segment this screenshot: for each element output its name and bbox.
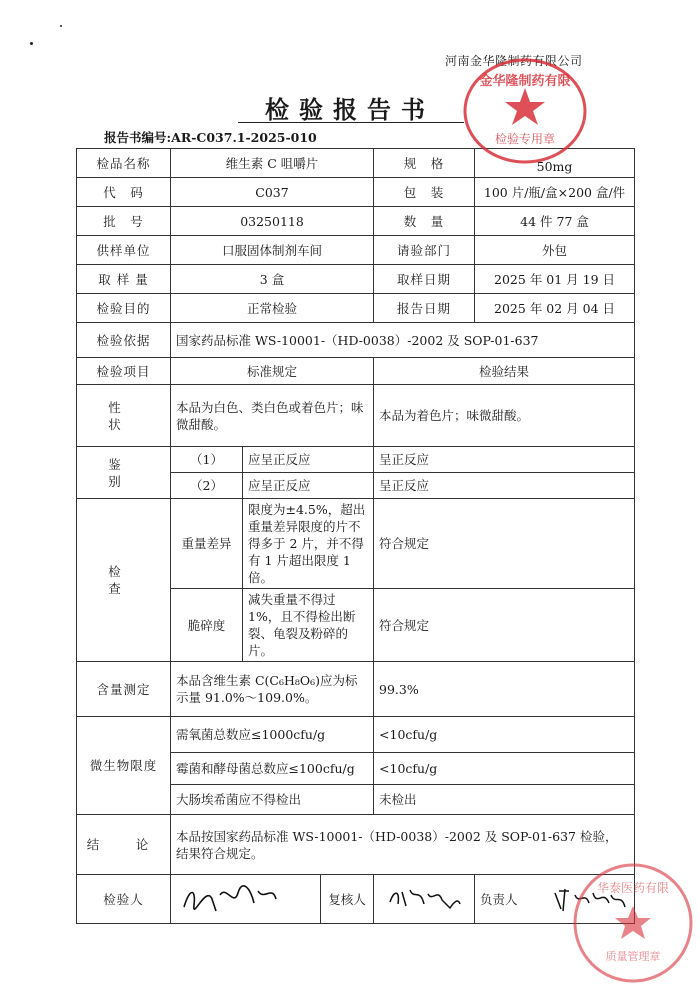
header-standard: 标准规定: [171, 358, 374, 385]
res-e-coli: 未检出: [374, 785, 635, 815]
value-pack: 100 片/瓶/盒×200 盒/件: [475, 178, 635, 207]
label-character: 性 状: [77, 385, 171, 447]
value-product-name: 维生素 C 咀嚼片: [171, 149, 374, 178]
report-number-label: 报告书编号:: [104, 130, 172, 145]
std-friability: 减失重量不得过 1%，且不得检出断裂、龟裂及粉碎的片。: [243, 589, 374, 662]
report-table: [76, 148, 635, 924]
reviewer-signature-scribble: [384, 880, 464, 914]
std-e-coli: 大肠埃希菌应不得检出: [171, 785, 374, 815]
label-product-name: 检品名称: [77, 149, 171, 178]
value-spec: 50mg: [475, 149, 635, 178]
report-number-value: AR-C037.1-2025-010: [171, 130, 317, 145]
label-weight-variation: 重量差异: [171, 499, 243, 589]
res-assay: 99.3%: [374, 662, 635, 717]
scan-speck: [30, 42, 33, 45]
header-result: 检验结果: [374, 358, 635, 385]
value-purpose: 正常检验: [171, 294, 374, 323]
svg-text:华泰医药有限: 华泰医药有限: [596, 881, 670, 895]
value-batch: 03250118: [171, 207, 374, 236]
id2-number: （2）: [171, 473, 243, 499]
label-spec: 规 格: [374, 149, 475, 178]
value-sample-date: 2025 年 01 月 19 日: [475, 265, 635, 294]
value-conclusion: 本品按国家药品标准 WS-10001-（HD-0038）-2002 及 SOP-01-637 检验，结果符合规定。: [171, 815, 635, 875]
inspector-signature-scribble: [176, 877, 296, 917]
label-inspection: 检 查: [77, 499, 171, 662]
label-friability: 脆碎度: [171, 589, 243, 662]
value-basis: 国家药品标准 WS-10001-（HD-0038）-2002 及 SOP-01-637: [171, 323, 635, 358]
res-character: 本品为着色片；味微甜酸。: [374, 385, 635, 447]
label-pack: 包 装: [374, 178, 475, 207]
label-quantity: 数 量: [374, 207, 475, 236]
res-id1: 呈正反应: [374, 447, 635, 473]
label-purpose: 检验目的: [77, 294, 171, 323]
value-code: C037: [171, 178, 374, 207]
company-seal-stamp: [460, 55, 590, 167]
std-mold-yeast: 霉菌和酵母菌总数应≤100cfu/g: [171, 753, 374, 785]
svg-text:检验专用章: 检验专用章: [494, 132, 556, 146]
res-weight-variation: 符合规定: [374, 499, 635, 589]
res-aerobic-count: <10cfu/g: [374, 717, 635, 753]
value-sample-amount: 3 盒: [171, 265, 374, 294]
label-reviewer: 复核人: [321, 875, 374, 924]
quality-seal-stamp: [568, 858, 698, 988]
label-code: 代 码: [77, 178, 171, 207]
label-conclusion: 结 论: [77, 815, 171, 875]
label-basis: 检验依据: [77, 323, 171, 358]
label-batch: 批 号: [77, 207, 171, 236]
svg-text:质量管理章: 质量管理章: [605, 950, 661, 963]
value-quantity: 44 件 77 盒: [475, 207, 635, 236]
std-id1: 应呈正反应: [243, 447, 374, 473]
signature-inspector: [171, 875, 321, 924]
value-report-date: 2025 年 02 月 04 日: [475, 294, 635, 323]
page-title: 检验报告书: [265, 95, 435, 124]
label-supplier: 供样单位: [77, 236, 171, 265]
label-assay: 含量测定: [77, 662, 171, 717]
svg-text:金华隆制药有限: 金华隆制药有限: [479, 74, 571, 89]
std-assay: 本品含维生素 C(C₆H₈O₆)应为标示量 91.0%～109.0%。: [171, 662, 374, 717]
value-supplier: 口服固体制剂车间: [171, 236, 374, 265]
std-character: 本品为白色、类白色或着色片；味微甜酸。: [171, 385, 374, 447]
label-sample-amount: 取 样 量: [77, 265, 171, 294]
label-inspector: 检验人: [77, 875, 171, 924]
report-number: [104, 128, 317, 146]
scan-speck: [60, 25, 62, 27]
label-sample-date: 取样日期: [374, 265, 475, 294]
std-weight-variation: 限度为±4.5%，超出重量差异限度的片不得多于 2 片，并不得有 1 片超出限度 1 倍。: [243, 499, 374, 589]
res-id2: 呈正反应: [374, 473, 635, 499]
res-mold-yeast: <10cfu/g: [374, 753, 635, 785]
res-friability: 符合规定: [374, 589, 635, 662]
title-underline: [238, 122, 464, 123]
std-aerobic-count: 需氧菌总数应≤1000cfu/g: [171, 717, 374, 753]
id1-number: （1）: [171, 447, 243, 473]
std-id2: 应呈正反应: [243, 473, 374, 499]
value-department: 外包: [475, 236, 635, 265]
header-test-item: 检验项目: [77, 358, 171, 385]
label-microbial-limit: 微生物限度: [77, 717, 171, 815]
label-report-date: 报告日期: [374, 294, 475, 323]
signature-reviewer: [374, 875, 475, 924]
label-department: 请验部门: [374, 236, 475, 265]
label-responsible: 负责人: [480, 891, 518, 907]
label-identification: 鉴 别: [77, 447, 171, 499]
company-name: 河南金华隆制药有限公司: [445, 54, 583, 68]
